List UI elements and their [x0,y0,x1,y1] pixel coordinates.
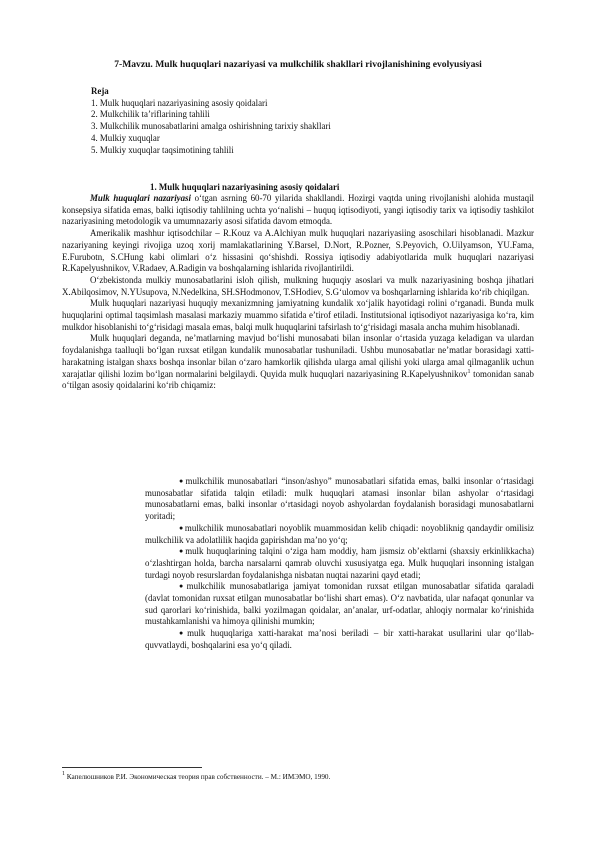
list-item [145,476,534,523]
list-item-text: mulkchilik munosabatlariga jamiyat tomonidan ruxsat etilgan munosabatlar sifatida qaraladi (davlat tomonidan ruxsat etilgan munosabatlar bo‘lishi shart emas). O‘z navbatida, ular nafaqat qonunlar va sud qarorlari ko‘rinishida, balki yozilmagan qoidalar, an’analar, urf-odatlar, ahloqiy normalar ko‘rinishida mustahkamlanishi va himoya qilinishi mumkin; [145,581,534,627]
paragraph: Mulk huquqlari nazariyasi huquqiy mexanizmning jamiyatning kundalik xo‘jalik hayotidagi rolini o‘rganadi. Bunda mulk huquqlarini optimal taqsimlash masalasi markaziy muammo sifatida e’tirof etiladi. Institutsional iqtisodiyot nazariyasiga ko‘ra, kim mulkdor hisoblanishi to‘g‘risidagi masala emas, balqi mulk huquqlarini tafsirlash to‘g‘risidagi masala ancha muhim hisoblanadi. [62,298,534,332]
paragraph [62,333,534,392]
principles-list [145,476,534,652]
list-item [145,523,534,546]
footnote [62,773,330,782]
paragraph: Amerikalik mashhur iqtisodchilar – R.Kouz va A.Alchiyan mulk huquqlari nazariyasiing asoschilari hisoblanadi. Mazkur nazariyaning keyingi rivojiga uzoq xorij mamlakatlarining Y.Barsel, D.Nort, R.Pozner, S.Peyovich, O.Uilyamson, YU.Fama, E.Furubotn, S.CHung kabi olimlari o‘z hissasini qo‘shishdi. Rossiya iqtisodiy adabiyotlarida mulk huquqlari nazariyasi R.Kapelyushnikov, V.Radaev, A.Radigin va boshqalarning ishlarida rivojlantirildi. [62,228,534,274]
section-heading: 1. Mulk huquqlari nazariyasining asosiy qoidalari [150,182,340,192]
list-item [145,581,534,628]
footnote-text: Капелюшников Р.И. Экономическая теория прав собственности. – М.: ИМЭМО, 1990. [65,773,331,781]
term-lead: Mulk huquqlari nazariyasi [90,193,191,203]
bullet-icon: ● [179,523,184,532]
bullet-icon: ● [179,547,185,556]
plan-heading: Reja [91,86,109,96]
list-item-text: mulkchilik munosabatlari noyoblik muammosidan kelib chiqadi: noyobliknig qandaydir omilisiz mulkchilik va adolatlilik haqida gapirishdan ma’no yo‘q; [145,522,534,545]
paragraph: O‘zbekistonda mulkiy munosabatlarini isloh qilish, mulkning huquqiy asoslari va mulk nazariyasining boshqa jihatlari X.Abilqosimov, N.YUsupova, N.Nedelkina, SH.SHodmonov, T.SHodiev, S.G‘ulomov va boshqarlarning ishlarida ko‘rib chiqilgan. [62,274,534,297]
page-title: 7-Mavzu. Mulk huquqlari nazariyasi va mulkchilik shakllari rivojlanishining evolyusiyasi [114,59,482,70]
footnote-mark: 1 [62,771,65,777]
body-text [62,193,534,392]
plan-item: 4. Mulkiy xuquqlar [91,132,160,143]
paragraph [62,193,534,228]
list-item-text: mulk huquqlarining talqini o‘ziga ham moddiy, ham jismsiz ob’ektlarni (shaxsiy erkinlikkacha) o‘zlashtirgan holda, barcha narsalarni qamrab oluvchi xususiyatga ega. Mulk huquqlari insonning istalgan turdagi noyob resurslardan foydalanishga nisbatan nuqtai nazarini qayd etadi; [145,546,535,580]
list-item-text: mulk huquqlariga xatti-harakat ma’nosi beriladi – bir xatti-harakat usullarini ular qo‘llab-quvvatlaydi, boshqalarini esa yo‘q qiladi. [145,628,534,650]
list-item-text: mulkchilik munosabatlari “inson/ashyo” munosabatlari sifatida emas, balki insonlar o‘rtasidagi munosabatlar sifatida talqin etiladi: mulk huquqlari atamasi insonlar bilan ashyolar o‘rtasidagi munosabatlarni emas, balki insonlar o‘rtasidagi noyob ashyolardan foydalanish borasidagi munosabatlarni yoritadi; [145,476,534,522]
paragraph-text: tomonidan sanab o‘tilgan asosiy qoidalarini ko‘rib chiqamiz: [62,368,534,391]
bullet-icon: ● [179,477,185,485]
plan-item: 1. Mulk huquqlari nazariyasining asosiy qoidalari [91,97,268,108]
plan-item: 3. Mulkchilik munosabatlarini amalga oshirishning tarixiy shakllari [91,121,331,132]
paragraph-text: Mulk huquqlari deganda, ne’matlarning mavjud bo‘lishi munosabati bilan insonlar o‘rtasida yuzaga keladigan va ulardan foydalanishga taalluqli bo‘lgan ruxsat etilgan kundalik munosabatlar tushuniladi. Ushbu munosabatlar ne’matlar borasidagi xatti-harakatning istalgan shaxs boshqa insonlar bilan o‘zaro hamkorlik qilishda ularga amal qilishi yoki ularga amal qilmaganlik uchun xarajatlar qilishi lozim bo‘lgan normalarini belgilaydi. Quyida mulk huquqlari nazariyasining R.Kapelyushnikov [62,333,534,379]
plan-item: 2. Mulkchilik ta’riflarining tahlili [91,109,210,120]
list-item [145,546,534,581]
paragraph-text: o‘tgan asrning 60-70 yilarida shakllandi. Hozirgi vaqtda uning rivojlanishi alohida mustaqil konsepsiya sifatida emas, balki iqtisodiy tahlilning uchta yo‘nalishi – huquq iqtisodiyoti, yangi iqtisodiy tarix va iqtisodiy tashkilot nazariyasining metodologik va umumnazariy asosi sifatida davom etmoqda. [62,193,534,227]
bullet-icon: ● [179,629,187,638]
list-item [145,628,534,651]
footnote-divider [62,767,202,768]
bullet-icon: ● [179,582,186,591]
footnote-ref[interactable]: 1 [467,368,471,375]
plan-item: 5. Mulkiy xuquqlar taqsimotining tahlili [91,144,234,155]
plan-list [91,86,511,156]
